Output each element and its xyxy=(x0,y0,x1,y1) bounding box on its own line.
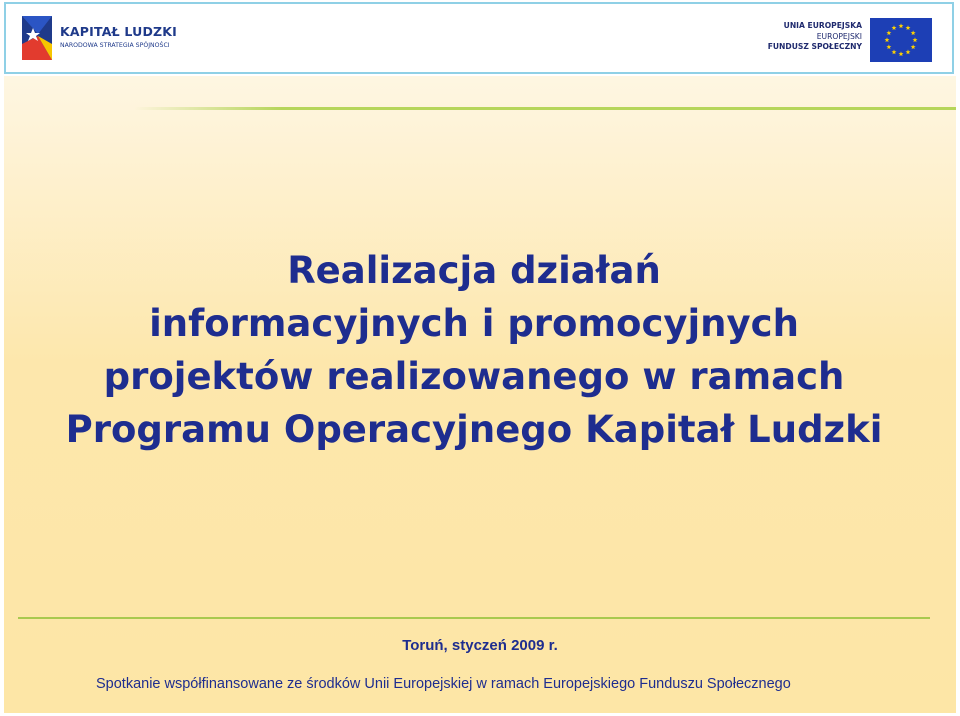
kapital-ludzki-logo xyxy=(18,14,188,64)
footer-note: Spotkanie współfinansowane ze środków Unii Europejskiej w ramach Europejskiego Funduszu Społecznego xyxy=(96,676,791,692)
title-line: Realizacja działań xyxy=(287,249,661,292)
title-line: Programu Operacyjnego Kapitał Ludzki xyxy=(65,408,883,451)
header-bar xyxy=(4,2,954,74)
kapital-ludzki-subtitle: NARODOWA STRATEGIA SPÓJNOŚCI xyxy=(60,42,170,49)
kapital-ludzki-title: KAPITAŁ LUDZKI xyxy=(60,24,178,39)
title-line: informacyjnych i promocyjnych xyxy=(149,302,799,345)
place-date xyxy=(4,637,956,654)
eu-union-label: UNIA EUROPEJSKA xyxy=(783,21,862,30)
bottom-divider xyxy=(18,617,930,619)
eu-european-label: EUROPEJSKI xyxy=(816,31,862,41)
kapital-ludzki-emblem-icon xyxy=(18,14,54,62)
eu-flag-icon xyxy=(870,18,932,62)
top-divider xyxy=(134,107,956,110)
title-line: projektów realizowanego w ramach xyxy=(103,355,845,398)
eu-fund-label: FUNDUSZ SPOŁECZNY xyxy=(767,42,862,51)
slide xyxy=(4,76,956,713)
slide-title xyxy=(64,244,884,456)
place-date-text: Toruń, styczeń 2009 r. xyxy=(402,637,558,654)
